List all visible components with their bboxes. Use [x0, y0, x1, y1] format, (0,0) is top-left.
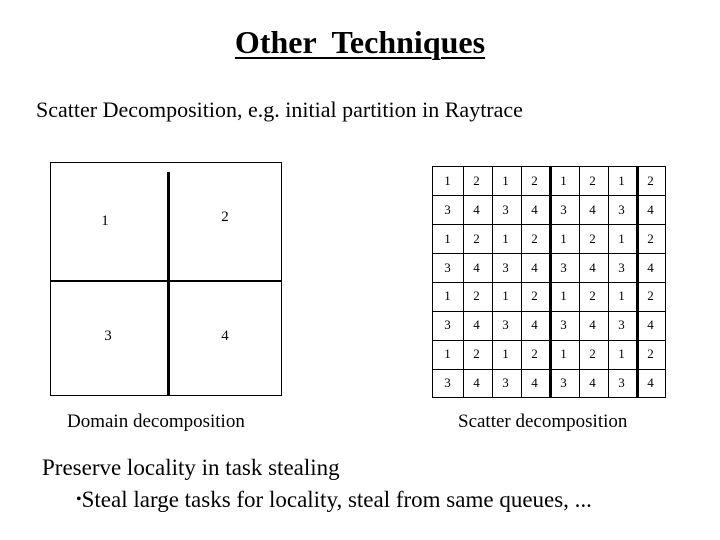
scatter-cell: 2	[589, 173, 596, 189]
scatter-divider-horizontal	[432, 224, 666, 225]
scatter-cell: 4	[531, 374, 538, 390]
scatter-cell: 1	[502, 345, 509, 361]
locality-note: Preserve locality in task stealing	[42, 455, 340, 480]
scatter-cell: 2	[473, 345, 480, 361]
scatter-cell: 3	[618, 259, 625, 275]
scatter-cell: 2	[589, 288, 596, 304]
scatter-cell: 3	[618, 374, 625, 390]
scatter-cell: 1	[444, 173, 451, 189]
scatter-cell: 2	[531, 173, 538, 189]
scatter-cell: 4	[589, 317, 596, 333]
bullet-item	[76, 487, 592, 513]
domain-divider-vertical	[167, 172, 170, 396]
scatter-cell: 2	[531, 345, 538, 361]
scatter-cell: 1	[618, 173, 625, 189]
scatter-cell: 4	[531, 259, 538, 275]
scatter-cell: 4	[647, 259, 654, 275]
scatter-cell: 2	[647, 345, 654, 361]
scatter-cell: 2	[647, 173, 654, 189]
scatter-cell: 3	[444, 259, 451, 275]
scatter-cell: 3	[618, 202, 625, 218]
scatter-caption: Scatter decomposition	[458, 411, 628, 432]
scatter-cell: 3	[560, 259, 567, 275]
scatter-cell: 3	[560, 202, 567, 218]
scatter-cell: 2	[589, 230, 596, 246]
domain-caption: Domain decomposition	[67, 411, 245, 432]
scatter-divider-horizontal	[432, 340, 666, 341]
scatter-cell: 3	[502, 202, 509, 218]
scatter-cell: 4	[531, 317, 538, 333]
slide-subtitle: Scatter Decomposition, e.g. initial partition in Raytrace	[36, 97, 523, 122]
scatter-cell: 1	[618, 345, 625, 361]
bullet-text: Steal large tasks for locality, steal from same queues, ...	[81, 487, 592, 512]
scatter-cell: 3	[560, 317, 567, 333]
scatter-cell: 4	[589, 259, 596, 275]
scatter-cell: 1	[444, 288, 451, 304]
scatter-cell: 2	[647, 288, 654, 304]
scatter-cell: 1	[618, 288, 625, 304]
scatter-cell: 1	[444, 230, 451, 246]
scatter-cell: 1	[560, 345, 567, 361]
scatter-cell: 4	[647, 374, 654, 390]
scatter-cell: 2	[473, 288, 480, 304]
scatter-cell: 4	[473, 374, 480, 390]
domain-cell-label: 3	[104, 328, 112, 344]
scatter-cell: 3	[502, 259, 509, 275]
scatter-cell: 3	[444, 374, 451, 390]
scatter-cell: 1	[502, 230, 509, 246]
scatter-cell: 2	[531, 288, 538, 304]
scatter-cell: 3	[444, 202, 451, 218]
scatter-cell: 1	[560, 288, 567, 304]
scatter-cell: 4	[473, 317, 480, 333]
scatter-cell: 3	[618, 317, 625, 333]
scatter-cell: 3	[560, 374, 567, 390]
domain-decomposition-grid	[50, 162, 282, 396]
scatter-divider-horizontal	[432, 369, 666, 370]
domain-cell-label: 2	[221, 209, 229, 225]
scatter-divider-horizontal	[432, 282, 666, 283]
scatter-cell: 4	[589, 374, 596, 390]
scatter-cell: 4	[473, 202, 480, 218]
scatter-cell: 2	[473, 173, 480, 189]
domain-cell-label: 1	[101, 213, 109, 229]
bullet-symbol: •	[76, 491, 82, 508]
scatter-cell: 3	[502, 317, 509, 333]
domain-cell-label: 4	[221, 328, 229, 344]
scatter-cell: 2	[473, 230, 480, 246]
scatter-cell: 4	[647, 202, 654, 218]
scatter-cell: 1	[560, 230, 567, 246]
scatter-cell: 1	[444, 345, 451, 361]
scatter-cell: 4	[647, 317, 654, 333]
scatter-divider-horizontal	[432, 311, 666, 312]
scatter-cell: 2	[589, 345, 596, 361]
scatter-divider-horizontal	[432, 195, 666, 196]
domain-divider-horizontal	[50, 280, 282, 282]
scatter-cell: 3	[502, 374, 509, 390]
scatter-cell: 4	[473, 259, 480, 275]
scatter-cell: 4	[589, 202, 596, 218]
scatter-cell: 2	[647, 230, 654, 246]
scatter-cell: 2	[531, 230, 538, 246]
scatter-cell: 4	[531, 202, 538, 218]
slide-title: Other Techniques	[234, 24, 486, 60]
scatter-cell: 1	[618, 230, 625, 246]
scatter-divider-horizontal	[432, 253, 666, 254]
scatter-cell: 1	[502, 173, 509, 189]
scatter-cell: 1	[560, 173, 567, 189]
scatter-cell: 1	[502, 288, 509, 304]
scatter-cell: 3	[444, 317, 451, 333]
